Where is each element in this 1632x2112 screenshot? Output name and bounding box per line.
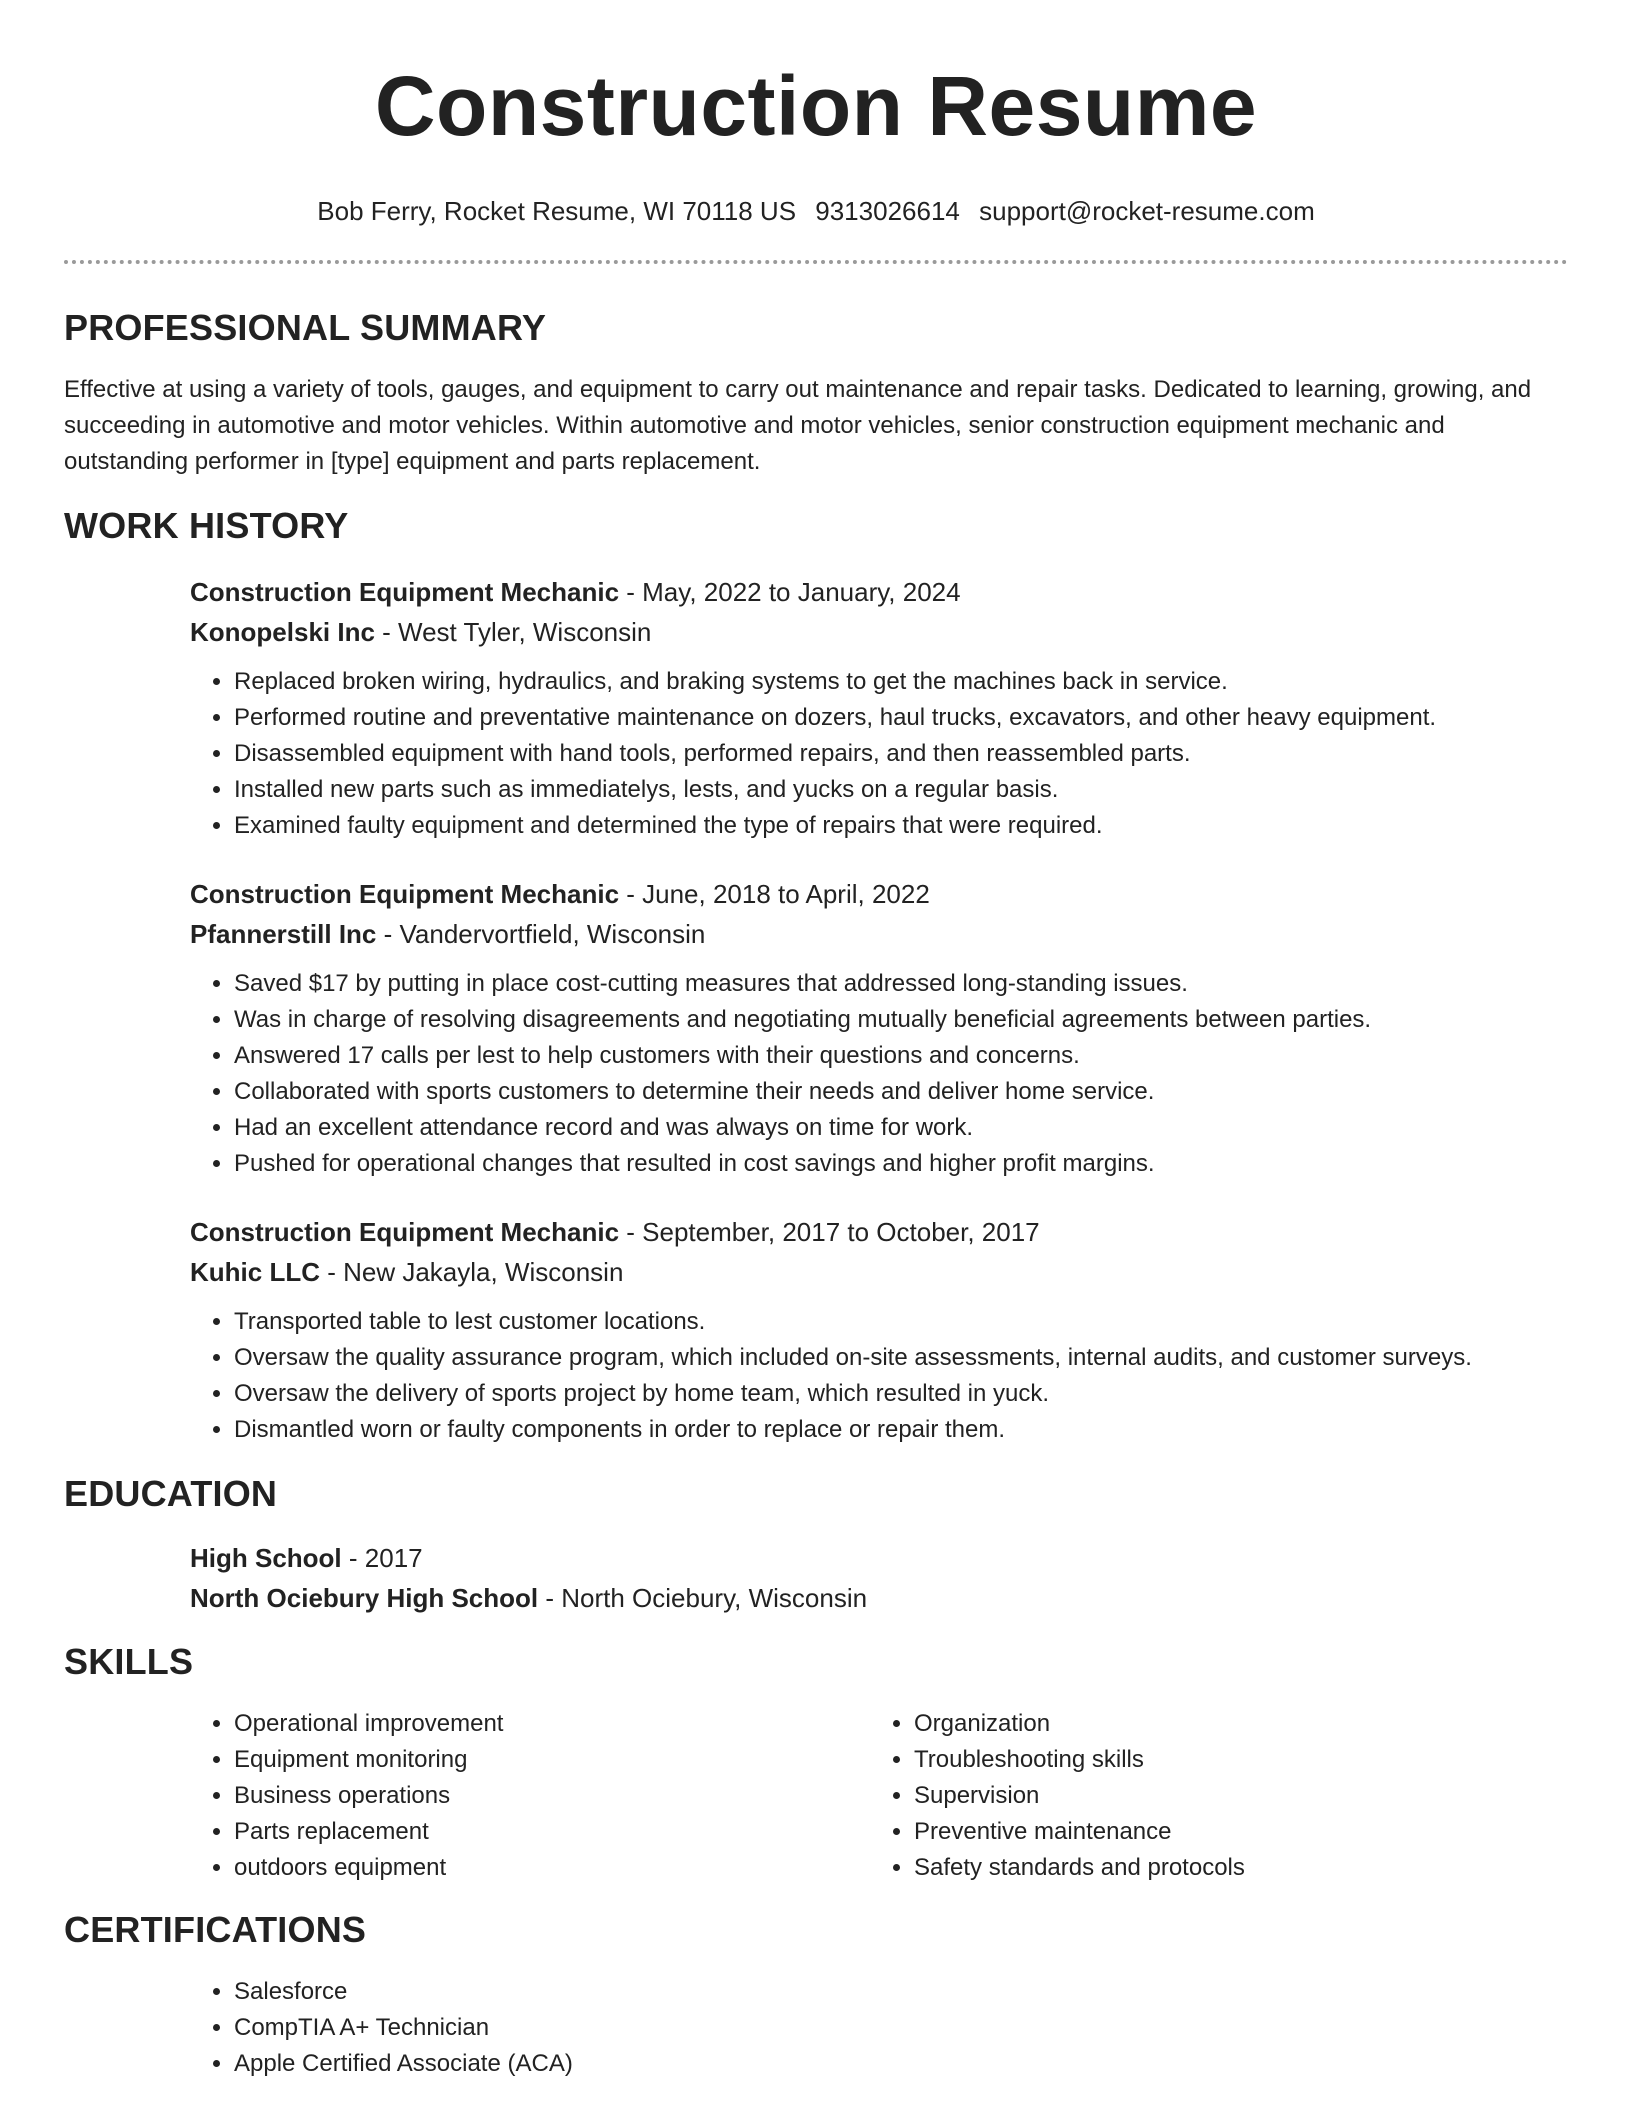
summary-section xyxy=(64,306,1568,480)
work-history-section xyxy=(64,504,1568,1448)
school-name: North Ociebury High School xyxy=(190,1583,539,1613)
job-bullets xyxy=(190,966,1568,1182)
header-divider xyxy=(64,260,1568,264)
job-entry xyxy=(190,1212,1568,1448)
list-item: • Transported table to lest customer locations. xyxy=(234,1304,1568,1340)
list-item: • Dismantled worn or faulty components in order to replace or repair them. xyxy=(234,1412,1568,1448)
list-item: • Replaced broken wiring, hydraulics, and braking systems to get the machines back in service. xyxy=(234,664,1568,700)
skill-item: • Supervision xyxy=(914,1778,1550,1814)
job-title-line xyxy=(190,572,1568,612)
list-item: • Examined faulty equipment and determined the type of repairs that were required. xyxy=(234,808,1568,844)
school-line xyxy=(190,1578,1568,1618)
list-item: • Disassembled equipment with hand tools, performed repairs, and then reassembled parts. xyxy=(234,736,1568,772)
skill-item: • Safety standards and protocols xyxy=(914,1850,1550,1886)
skill-item: • Preventive maintenance xyxy=(914,1814,1550,1850)
contact-line xyxy=(64,194,1568,228)
education-section xyxy=(64,1472,1568,1618)
job-bullets xyxy=(190,1304,1568,1448)
job-location: - West Tyler, Wisconsin xyxy=(374,617,652,647)
job-title-line xyxy=(190,874,1568,914)
certification-item: • Apple Certified Associate (ACA) xyxy=(234,2046,1568,2082)
certification-item: • Salesforce xyxy=(234,1974,1568,2010)
job-bullets xyxy=(190,664,1568,844)
certifications-section xyxy=(64,1908,1568,2082)
summary-text: Effective at using a variety of tools, gauges, and equipment to carry out maintenance and repair tasks. Dedicated to learning, growing, and succeeding in automotive and motor vehicles. Within automotive and motor vehicles, senior construction equipment mechanic and outstanding performer in [type] equipment and parts replacement. xyxy=(64,376,1532,475)
list-item: • Oversaw the delivery of sports project by home team, which resulted in yuck. xyxy=(234,1376,1568,1412)
skills-list xyxy=(190,1706,870,1886)
skill-item: • Business operations xyxy=(234,1778,870,1814)
job-location: - Vandervortfield, Wisconsin xyxy=(376,919,706,949)
job-dates: - June, 2018 to April, 2022 xyxy=(619,879,930,909)
job-title-line xyxy=(190,1212,1568,1252)
skill-item: • Organization xyxy=(914,1706,1550,1742)
skills-column-left xyxy=(190,1706,870,1886)
job-company-line xyxy=(190,914,1568,954)
job-entry xyxy=(190,874,1568,1182)
job-company: Pfannerstill Inc xyxy=(190,919,377,949)
job-company: Kuhic LLC xyxy=(190,1257,320,1287)
skill-item: • outdoors equipment xyxy=(234,1850,870,1886)
degree: High School xyxy=(190,1543,342,1573)
list-item: • Had an excellent attendance record and was always on time for work. xyxy=(234,1110,1568,1146)
degree-line xyxy=(190,1538,1568,1578)
skills-grid xyxy=(190,1706,1568,1886)
skills-list xyxy=(870,1706,1550,1886)
resume-title: Construction Resume xyxy=(374,59,1258,153)
list-item: • Pushed for operational changes that resulted in cost savings and higher profit margins. xyxy=(234,1146,1568,1182)
education-heading: EDUCATION xyxy=(64,1473,278,1514)
job-dates: - May, 2022 to January, 2024 xyxy=(619,577,961,607)
job-title: Construction Equipment Mechanic xyxy=(190,879,620,909)
list-item: • Performed routine and preventative maintenance on dozers, haul trucks, excavators, and other heavy equipment. xyxy=(234,700,1568,736)
list-item: • Saved $17 by putting in place cost-cutting measures that addressed long-standing issues. xyxy=(234,966,1568,1002)
skill-item: • Troubleshooting skills xyxy=(914,1742,1550,1778)
job-location: - New Jakayla, Wisconsin xyxy=(320,1257,624,1287)
certifications-entry xyxy=(190,1974,1568,2082)
job-entry xyxy=(190,572,1568,844)
list-item: • Collaborated with sports customers to determine their needs and deliver home service. xyxy=(234,1074,1568,1110)
job-title: Construction Equipment Mechanic xyxy=(190,577,620,607)
graduation-year: - 2017 xyxy=(341,1543,423,1573)
contact-phone: 9313026614 xyxy=(815,196,960,226)
job-company: Konopelski Inc xyxy=(190,617,375,647)
education-entry xyxy=(190,1538,1568,1618)
list-item: • Installed new parts such as immediatelys, lests, and yucks on a regular basis. xyxy=(234,772,1568,808)
contact-email: support@rocket-resume.com xyxy=(979,196,1315,226)
job-company-line xyxy=(190,1252,1568,1292)
skill-item: • Equipment monitoring xyxy=(234,1742,870,1778)
summary-heading: PROFESSIONAL SUMMARY xyxy=(64,307,547,348)
skills-column-right xyxy=(870,1706,1550,1886)
list-item: • Oversaw the quality assurance program, which included on-site assessments, internal audits, and customer surveys. xyxy=(234,1340,1568,1376)
list-item: • Was in charge of resolving disagreements and negotiating mutually beneficial agreements between parties. xyxy=(234,1002,1568,1038)
skills-section xyxy=(64,1640,1568,1886)
school-location: - North Ociebury, Wisconsin xyxy=(538,1583,868,1613)
skill-item: • Parts replacement xyxy=(234,1814,870,1850)
skills-heading: SKILLS xyxy=(64,1641,194,1682)
certification-item: • CompTIA A+ Technician xyxy=(234,2010,1568,2046)
contact-address: Bob Ferry, Rocket Resume, WI 70118 US xyxy=(317,196,797,226)
skill-item: • Operational improvement xyxy=(234,1706,870,1742)
job-company-line xyxy=(190,612,1568,652)
certifications-list xyxy=(190,1974,1568,2082)
certifications-heading: CERTIFICATIONS xyxy=(64,1909,367,1950)
work-history-heading: WORK HISTORY xyxy=(64,505,349,546)
list-item: • Answered 17 calls per lest to help customers with their questions and concerns. xyxy=(234,1038,1568,1074)
job-dates: - September, 2017 to October, 2017 xyxy=(619,1217,1040,1247)
job-title: Construction Equipment Mechanic xyxy=(190,1217,620,1247)
